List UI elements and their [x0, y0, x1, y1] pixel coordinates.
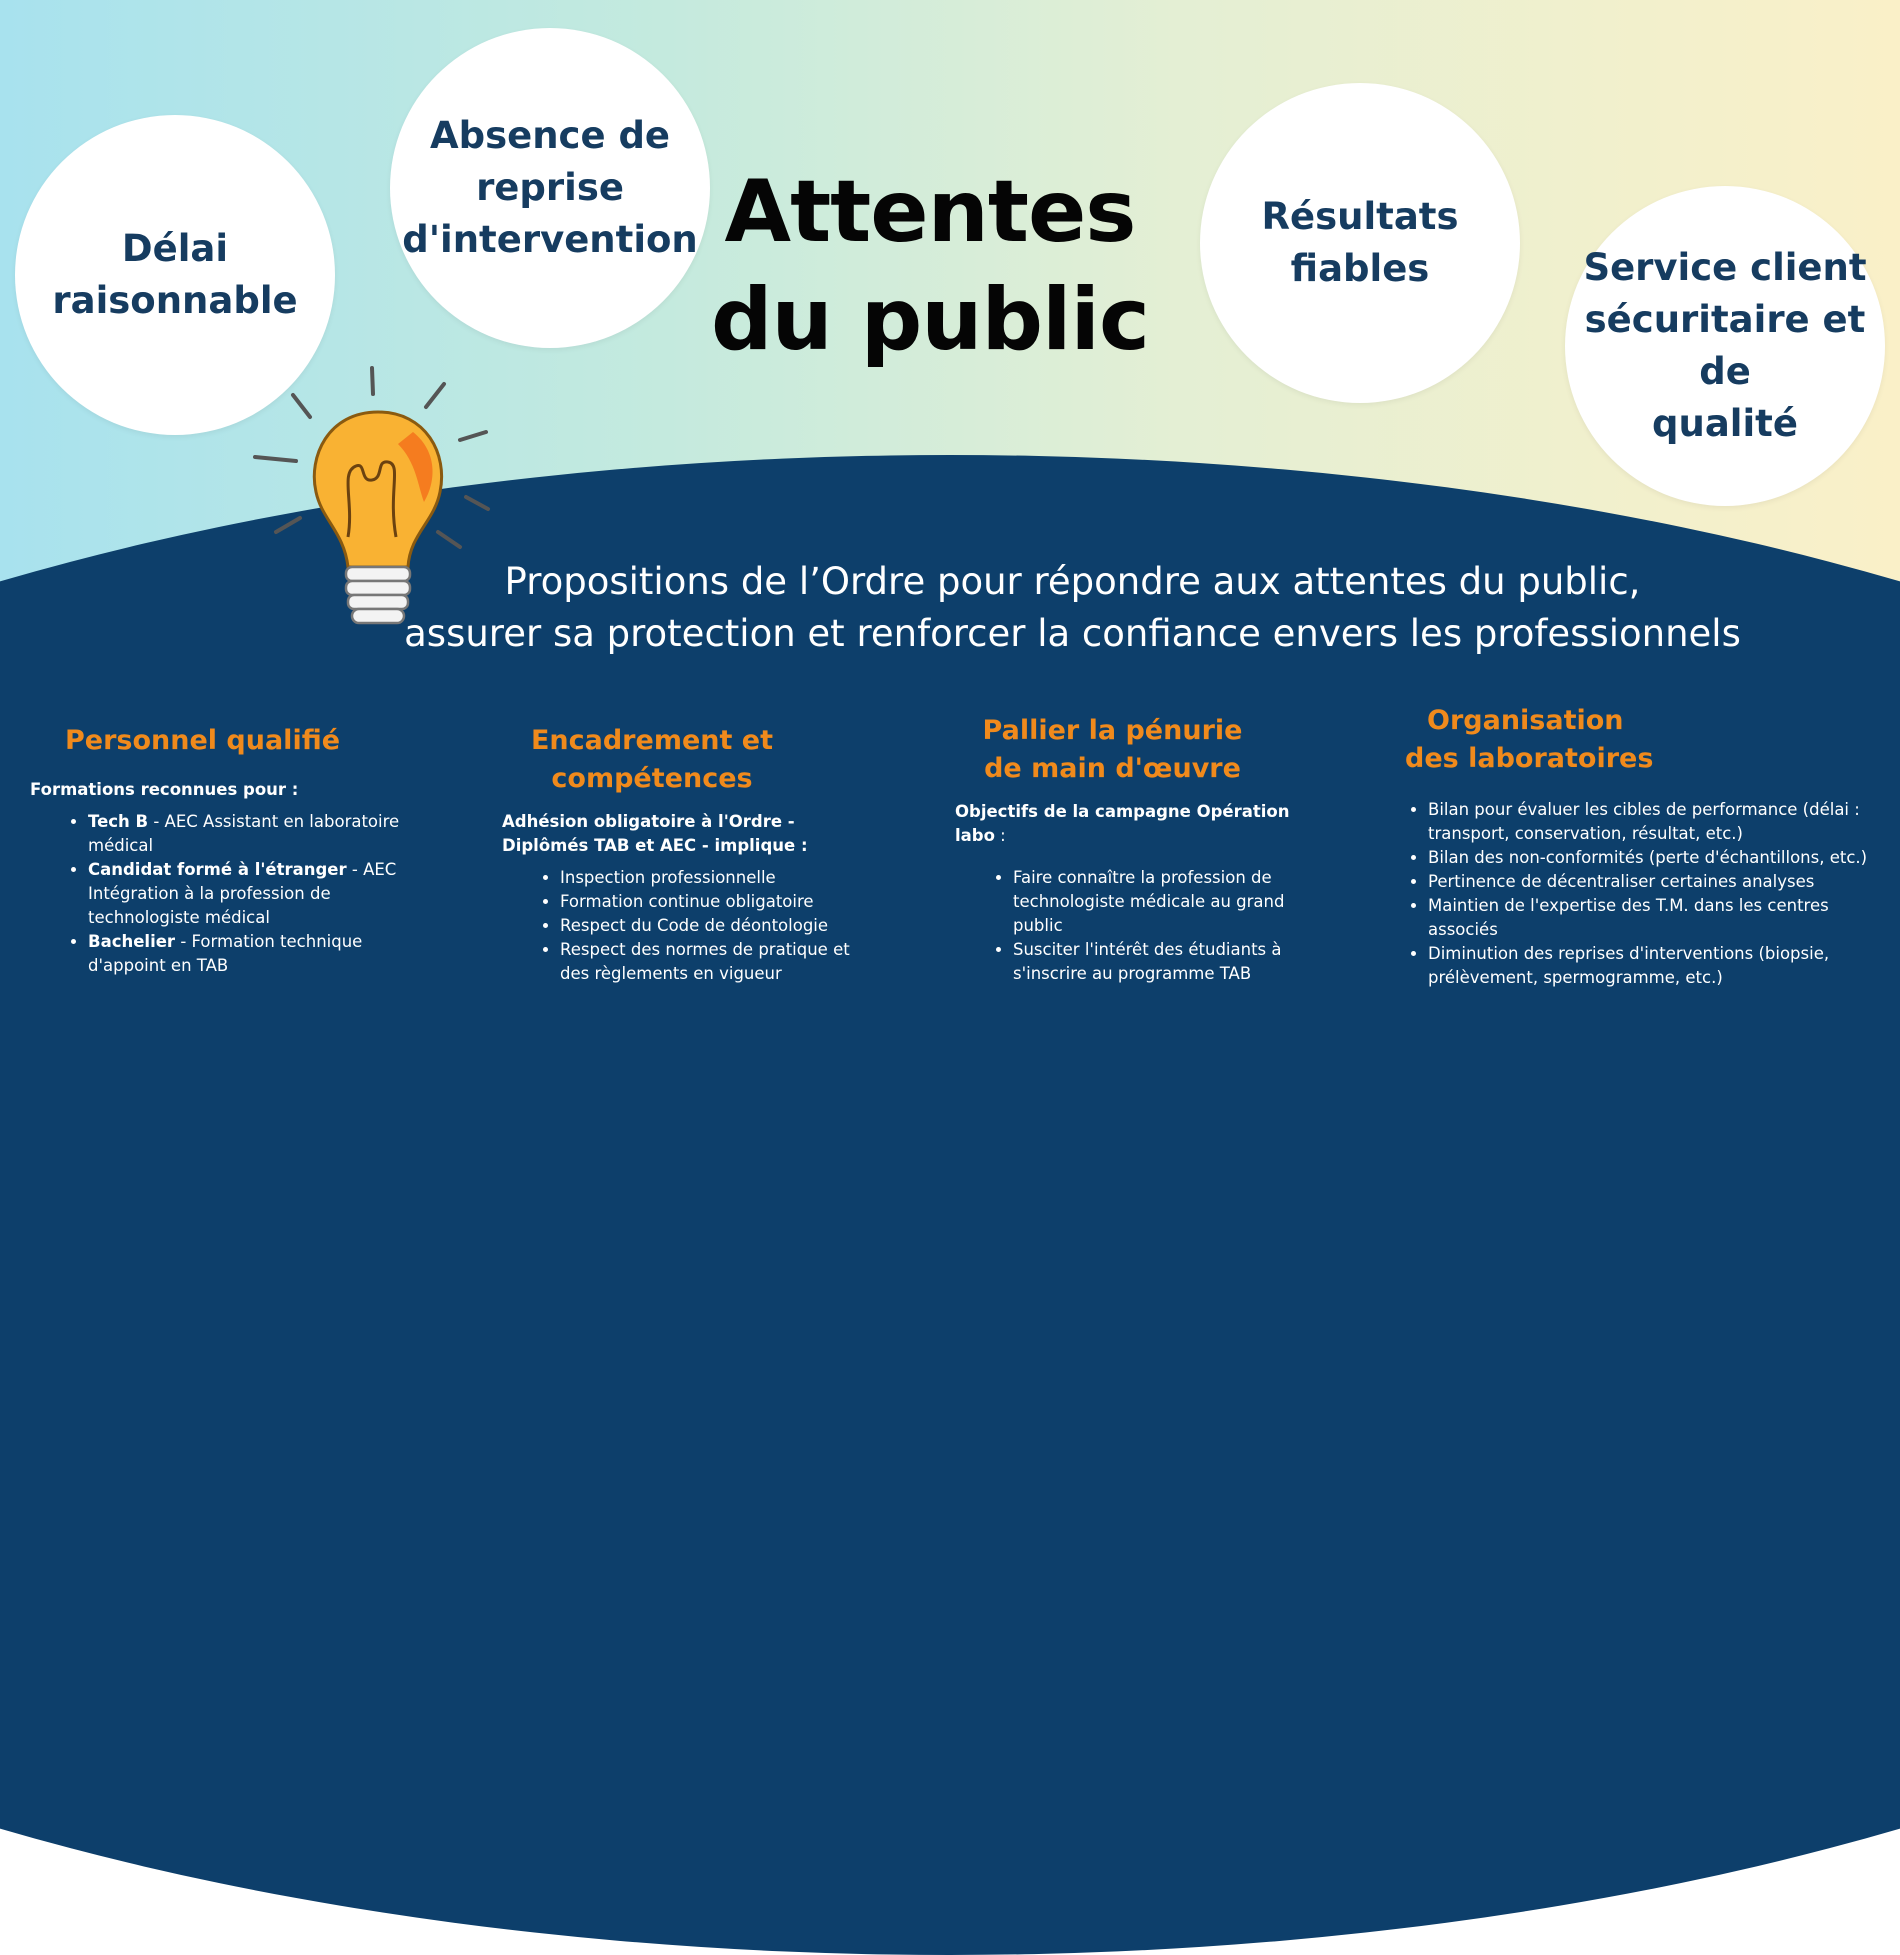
bubble-line: qualité: [1652, 402, 1798, 445]
list-item: • Bilan des non-conformités (perte d'échantillons, etc.): [1428, 846, 1870, 870]
column-list: [502, 866, 872, 986]
list-item: • Pertinence de décentraliser certaines analyses: [1428, 870, 1870, 894]
bubble-line: Résultats: [1261, 195, 1459, 238]
item-bold: Tech B: [88, 812, 149, 831]
bubble-resultats: [1200, 83, 1520, 403]
column-list: [955, 866, 1303, 986]
bubble-line: Délai: [121, 227, 229, 270]
bubble-line: fiables: [1290, 247, 1430, 290]
intro-suffix: :: [994, 826, 1006, 845]
heading-line: Personnel qualifié: [64, 725, 341, 756]
column-intro: [955, 800, 1335, 848]
heading-line: des laboratoires: [1405, 743, 1654, 774]
subtitle-line: assurer sa protection et renforcer la confiance envers les professionnels: [404, 612, 1741, 655]
intro-line: Adhésion obligatoire à l'Ordre -: [502, 812, 795, 831]
list-item: • Diminution des reprises d'interventions (biopsie, prélèvement, spermogramme, etc.): [1428, 942, 1870, 990]
list-item: • Respect du Code de déontologie: [560, 914, 872, 938]
column-intro: [502, 810, 872, 858]
item-bold: Candidat formé à l'étranger: [88, 860, 347, 879]
item-text: - Formation technique d'appoint en TAB: [88, 932, 363, 975]
list-item: • Maintien de l'expertise des T.M. dans les centres associés: [1428, 894, 1870, 942]
item-text: - AEC Assistant en laboratoire médical: [88, 812, 400, 855]
column-heading: [30, 722, 375, 760]
column-heading: [502, 722, 802, 798]
list-item: • Inspection professionnelle: [560, 866, 872, 890]
list-item: • Respect des normes de pratique et des règlements en vigueur: [560, 938, 872, 986]
bubble-line: Service client: [1583, 246, 1867, 289]
item-text: - AEC Intégration à la profession de technologiste médical: [88, 860, 397, 927]
list-item: [88, 858, 430, 930]
bubble-line: Absence de: [429, 114, 671, 157]
heading-line: Pallier la pénurie: [982, 715, 1243, 746]
page-title: [700, 158, 1160, 374]
list-item: [88, 930, 430, 978]
title-line: Attentes: [724, 162, 1136, 262]
bubble-line: d'intervention: [402, 218, 698, 261]
column-list: [30, 810, 430, 978]
bubble-line: sécuritaire et de: [1584, 298, 1866, 393]
list-item: • Faire connaître la profession de technologiste médicale au grand public: [1013, 866, 1303, 938]
heading-line: Encadrement et: [530, 725, 774, 756]
bubble-absence-reprise: [390, 28, 710, 348]
column-penurie: [955, 712, 1335, 986]
bubble-service-client: [1565, 186, 1885, 506]
column-personnel-qualifie: [30, 722, 430, 978]
heading-line: de main d'œuvre: [984, 753, 1241, 784]
heading-line: Organisation: [1427, 705, 1624, 736]
intro-line: Diplômés TAB et AEC - implique :: [502, 836, 808, 855]
list-item: • Bilan pour évaluer les cibles de performance (délai : transport, conservation, résultat, etc.): [1428, 798, 1870, 846]
column-intro: Formations reconnues pour :: [30, 780, 299, 799]
column-heading: [955, 712, 1270, 788]
subtitle-line: Propositions de l’Ordre pour répondre aux attentes du public,: [504, 560, 1641, 603]
subtitle: [380, 556, 1765, 660]
column-list: [1370, 798, 1870, 990]
heading-line: compétences: [551, 763, 753, 794]
bubble-line: reprise: [476, 166, 624, 209]
list-item: • Susciter l'intérêt des étudiants à s'inscrire au programme TAB: [1013, 938, 1303, 986]
column-encadrement: [502, 722, 872, 986]
list-item: • Formation continue obligatoire: [560, 890, 872, 914]
navy-dome: [0, 455, 1900, 1955]
list-item: [88, 810, 430, 858]
column-heading: [1370, 702, 1705, 778]
intro-bold: Objectifs de la campagne Opération labo: [955, 802, 1290, 845]
item-bold: Bachelier: [88, 932, 176, 951]
column-organisation: [1370, 702, 1870, 990]
title-line: du public: [710, 270, 1149, 370]
bubble-line: raisonnable: [52, 279, 298, 322]
